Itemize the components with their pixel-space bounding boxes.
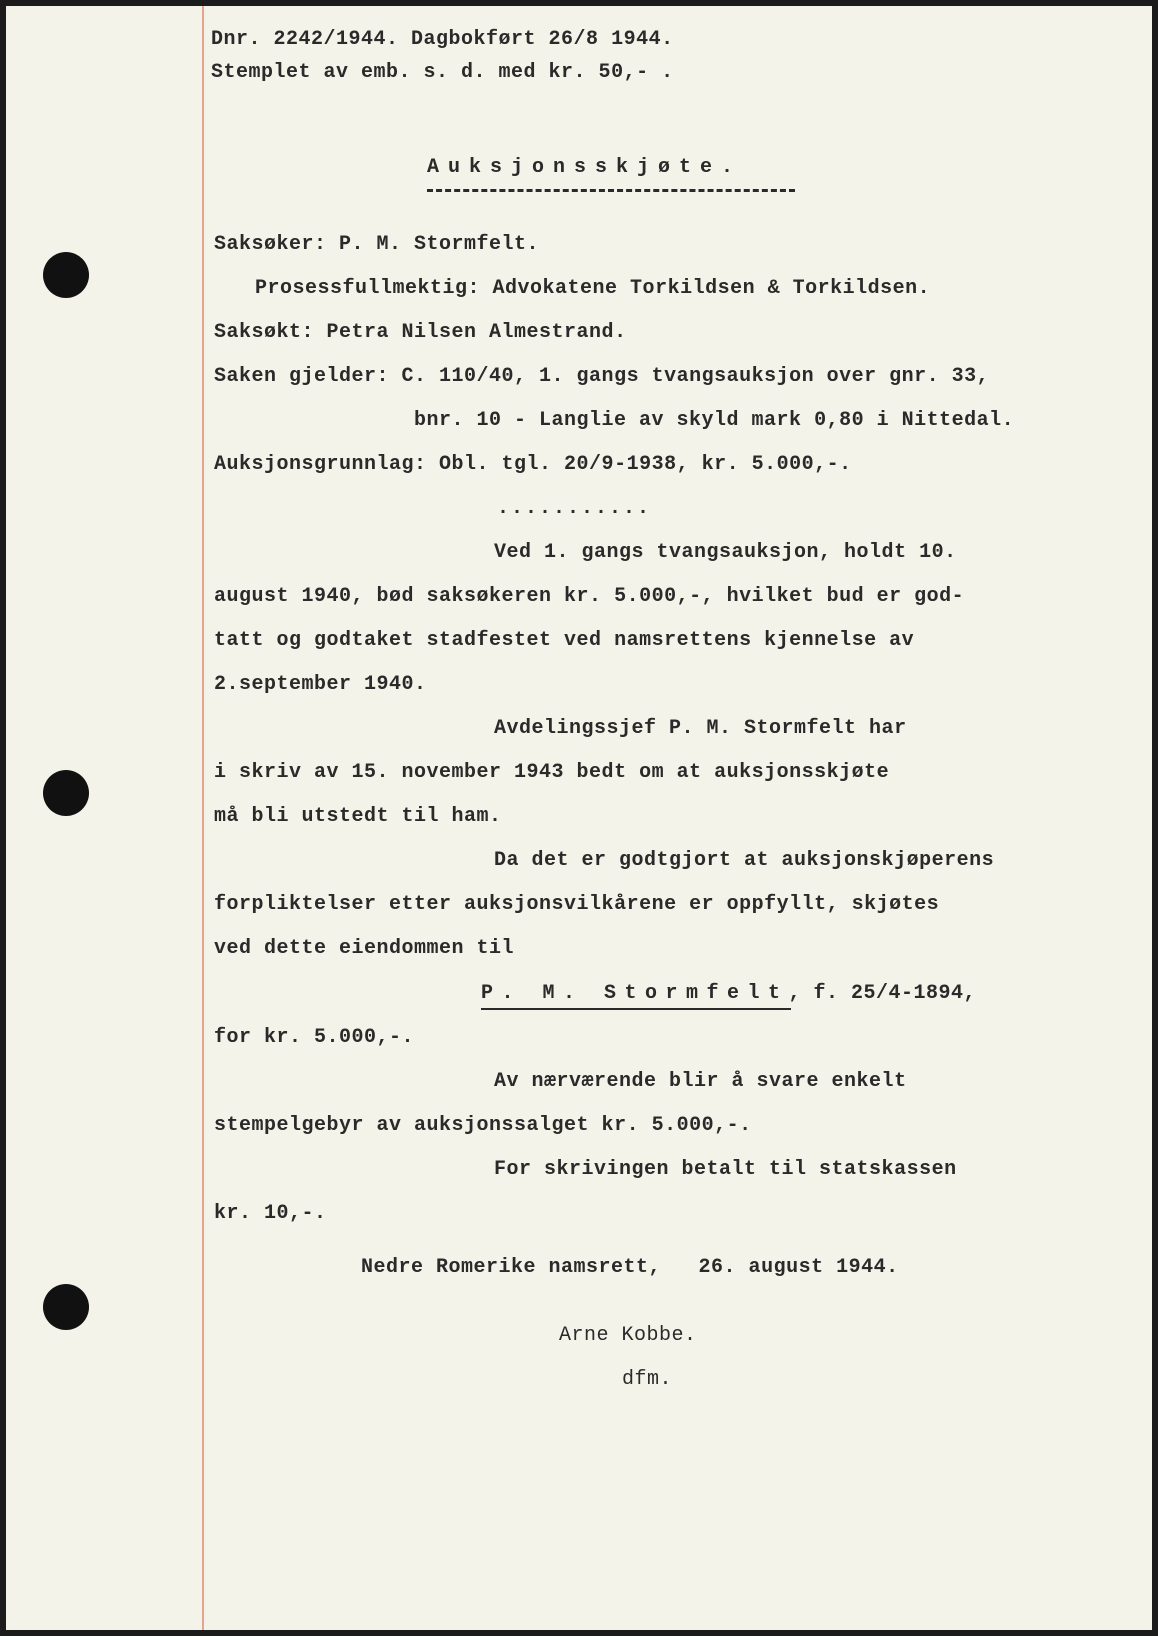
auction-basis-line: Auksjonsgrunnlag: Obl. tgl. 20/9-1938, kr. 5.000,-. <box>214 453 852 476</box>
buyer-name: P. M. Stormfelt <box>481 982 789 1005</box>
document-title: Auksjonsskjøte. <box>427 156 743 179</box>
separator-dots: ........... <box>497 497 652 520</box>
signature: Arne Kobbe. <box>559 1324 697 1347</box>
plaintiff-line: Saksøker: P. M. Stormfelt. <box>214 233 540 256</box>
paragraph-3-line-1: Da det er godtgjort at auksjonskjøperens <box>494 849 995 872</box>
paragraph-5-line-2: kr. 10,-. <box>214 1202 327 1225</box>
defendant-line: Saksøkt: Petra Nilsen Almestrand. <box>214 321 627 344</box>
buyer-underline <box>481 1008 791 1010</box>
margin-line <box>202 6 204 1630</box>
paragraph-3-line-3: ved dette eiendommen til <box>214 937 515 960</box>
paragraph-2-line-3: må bli utstedt til ham. <box>214 805 502 828</box>
title-underline <box>427 189 795 192</box>
paragraph-5-line-1: For skrivingen betalt til statskassen <box>494 1158 957 1181</box>
punch-hole-middle <box>43 770 89 816</box>
buyer-birthdate: , f. 25/4-1894, <box>788 982 977 1005</box>
paragraph-4-line-1: Av nærværende blir å svare enkelt <box>494 1070 907 1093</box>
header-line-2: Stemplet av emb. s. d. med kr. 50,- . <box>211 61 674 84</box>
attorney-line: Prosessfullmektig: Advokatene Torkildsen & Torkildsen. <box>255 277 931 300</box>
paragraph-4-line-2: stempelgebyr av auksjonssalget kr. 5.000,-. <box>214 1114 752 1137</box>
paragraph-3-line-5: for kr. 5.000,-. <box>214 1026 415 1049</box>
case-line-2: bnr. 10 - Langlie av skyld mark 0,80 i Nittedal. <box>414 409 1015 432</box>
punch-hole-top <box>43 252 89 298</box>
paragraph-2-line-1: Avdelingssjef P. M. Stormfelt har <box>494 717 907 740</box>
case-line-1: Saken gjelder: C. 110/40, 1. gangs tvangsauksjon over gnr. 33, <box>214 365 990 388</box>
header-line-1: Dnr. 2242/1944. Dagbokført 26/8 1944. <box>211 28 674 51</box>
place-and-date: Nedre Romerike namsrett, 26. august 1944. <box>361 1256 899 1279</box>
paragraph-3-line-2: forpliktelser etter auksjonsvilkårene er oppfyllt, skjøtes <box>214 893 940 916</box>
buyer-line <box>481 982 976 1005</box>
paragraph-1-line-1: Ved 1. gangs tvangsauksjon, holdt 10. <box>494 541 957 564</box>
signatory-title: dfm. <box>622 1368 673 1391</box>
document-page <box>6 6 1152 1630</box>
paragraph-1-line-4: 2.september 1940. <box>214 673 427 696</box>
paragraph-1-line-3: tatt og godtaket stadfestet ved namsrettens kjennelse av <box>214 629 915 652</box>
paragraph-1-line-2: august 1940, bød saksøkeren kr. 5.000,-, hvilket bud er god- <box>214 585 965 608</box>
paragraph-2-line-2: i skriv av 15. november 1943 bedt om at auksjonsskjøte <box>214 761 890 784</box>
punch-hole-bottom <box>43 1284 89 1330</box>
